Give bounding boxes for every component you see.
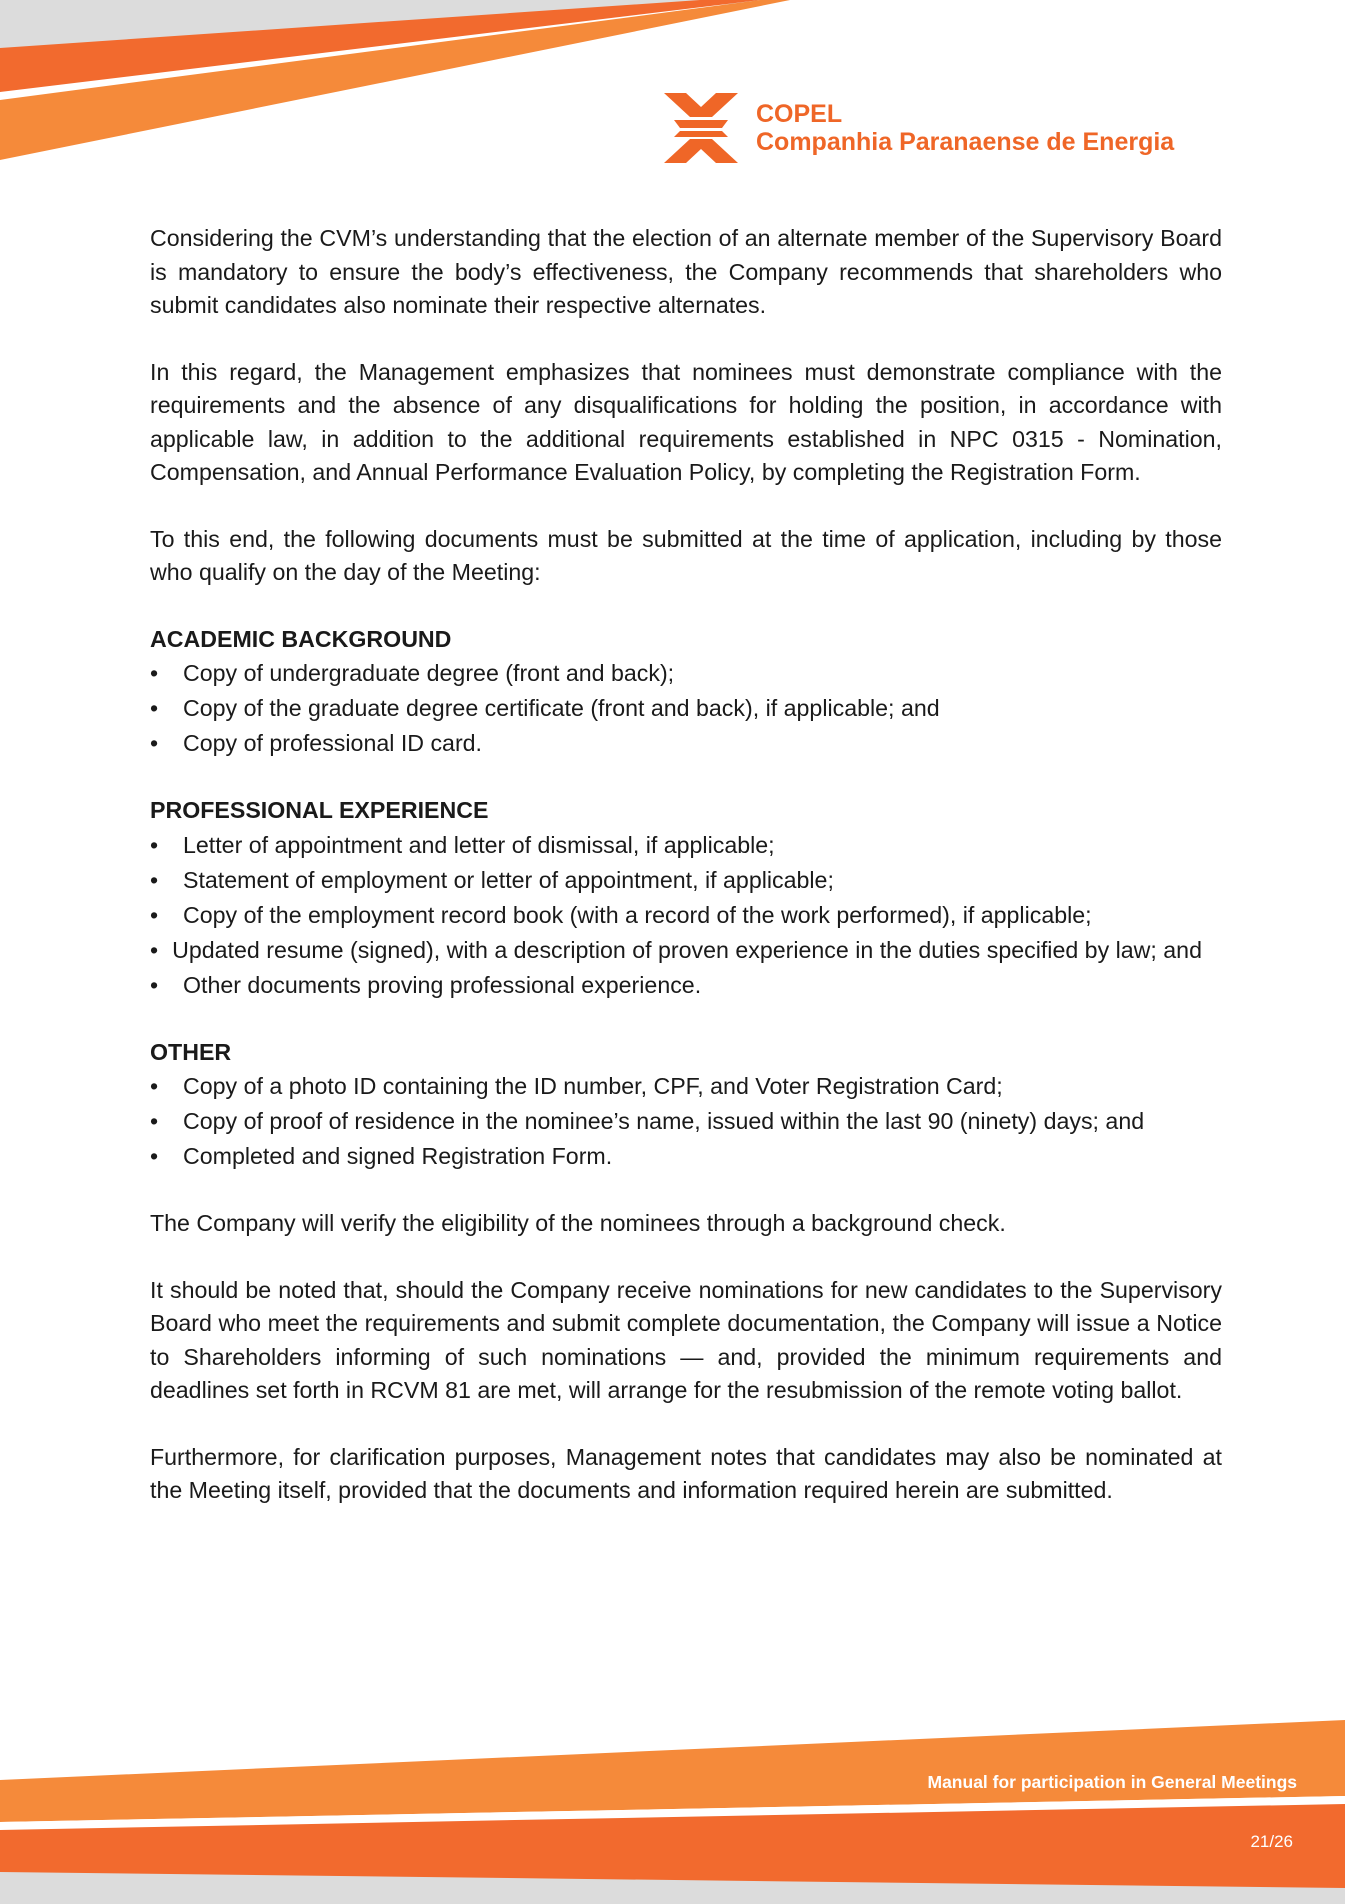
academic-list [150, 656, 1222, 761]
list-item: • Letter of appointment and letter of dismissal, if applicable; [150, 828, 1222, 863]
paragraph-2: In this regard, the Management emphasizes that nominees must demonstrate compliance with the requirements and the absence of any disqualifications for holding the position, in accordance with applicable law, in addition to the additional requirements established in NPC 0315 - Nomination, Compensation, and Annual Performance Evaluation Policy, by completing the Registration Form. [150, 358, 1222, 485]
list-item: • Copy of the graduate degree certificate (front and back), if applicable; and [150, 691, 1222, 726]
professional-list [150, 828, 1222, 1003]
document-body [150, 222, 1222, 1541]
section-heading-professional: PROFESSIONAL EXPERIENCE [150, 797, 489, 823]
list-item: • Other documents proving professional experience. [150, 968, 1222, 1003]
list-item: • Copy of a photo ID containing the ID number, CPF, and Voter Registration Card; [150, 1069, 1222, 1104]
company-name: Companhia Paranaense de Energia [756, 128, 1175, 156]
paragraph-5: It should be noted that, should the Company receive nominations for new candidates to the Supervisory Board who meet the requirements and submit complete documentation, the Company will issue a Notice to Shareholders informing of such nominations — and, provided the minimum requirements and deadlines set forth in RCVM 81 are met, will arrange for the resubmission of the remote voting ballot. [150, 1276, 1222, 1403]
list-item: • Copy of proof of residence in the nominee’s name, issued within the last 90 (ninety) days; and [150, 1104, 1222, 1139]
list-item: • Copy of the employment record book (with a record of the work performed), if applicable; [150, 898, 1222, 933]
list-item: • Copy of undergraduate degree (front and back); [150, 656, 1222, 691]
paragraph-1: Considering the CVM’s understanding that the election of an alternate member of the Supervisory Board is mandatory to ensure the body’s effectiveness, the Company recommends that shareholders who submit candidates also nominate their respective alternates. [150, 225, 1222, 318]
brand-name: COPEL [756, 100, 843, 128]
footer-decorative-band [0, 1700, 1345, 1904]
section-heading-academic: ACADEMIC BACKGROUND [150, 625, 452, 652]
other-list [150, 1069, 1222, 1174]
paragraph-3: To this end, the following documents must be submitted at the time of application, including by those who qualify on the day of the Meeting: [150, 525, 1222, 585]
section-heading-other: OTHER [150, 1038, 232, 1065]
page-number: 21/26 [1250, 1832, 1293, 1851]
paragraph-6: Furthermore, for clarification purposes, Management notes that candidates may also be nominated at the Meeting itself, provided that the documents and information required herein are submitted. [150, 1443, 1222, 1503]
list-item: • Updated resume (signed), with a description of proven experience in the duties specified by law; and [150, 933, 1222, 968]
copel-logo [664, 93, 1174, 163]
footer-title: Manual for participation in General Meetings [927, 1772, 1297, 1792]
list-item: • Copy of professional ID card. [150, 726, 1222, 761]
paragraph-4: The Company will verify the eligibility of the nominees through a background check. [150, 1210, 1006, 1236]
list-item: • Statement of employment or letter of appointment, if applicable; [150, 863, 1222, 898]
copel-logo-icon [664, 93, 738, 163]
list-item: • Completed and signed Registration Form. [150, 1139, 1222, 1174]
